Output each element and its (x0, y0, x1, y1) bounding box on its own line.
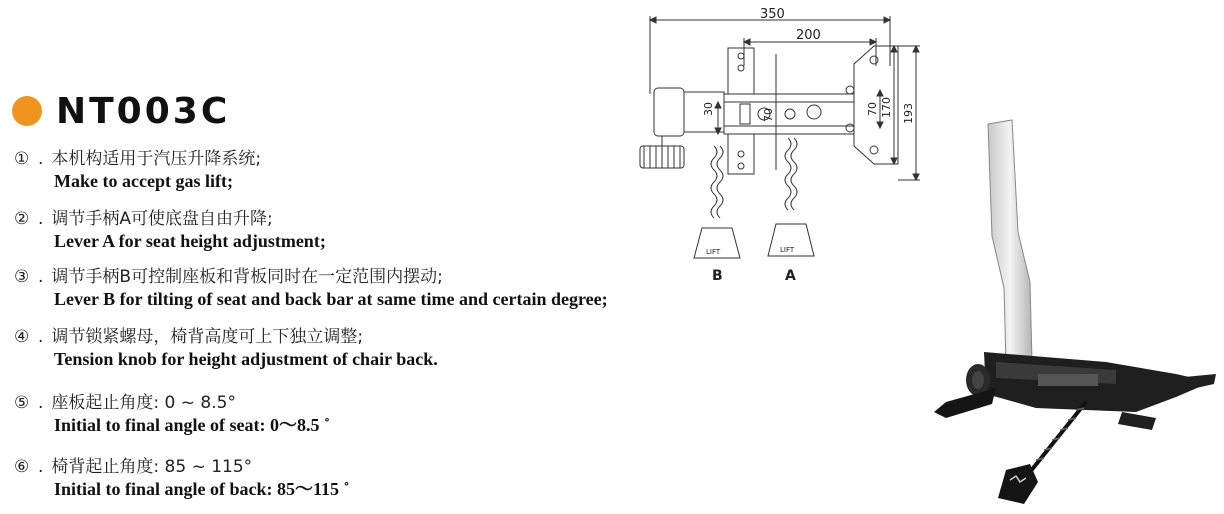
dim-193-label: 193 (902, 103, 915, 124)
dim-70-right-label: 70 (866, 102, 879, 116)
paddle-b-text: LIFT (706, 248, 721, 256)
spec-cn-text: 本机构适用于汽压升降系统; (51, 149, 262, 169)
spec-cn-text: 调节手柄B可控制座板和背板同时在一定范围内摆动; (51, 267, 443, 287)
spec-item-6: ⑥ . 椅背起止角度: 85 ~ 115° Initial to final angle of back: 85～115 ˚ (14, 457, 350, 499)
lever-b-label: B (712, 268, 723, 284)
spec-cn-text: 调节锁紧螺母，椅背高度可上下独立调整; (51, 327, 364, 347)
spec-item-3: ③ . 调节手柄B可控制座板和背板同时在一定范围内摆动; Lever B for tilting of seat and back bar at same time and certain degree; (14, 267, 608, 309)
dim-170-label: 170 (880, 97, 893, 118)
dim-70-left-label: 70 (762, 108, 775, 122)
spec-en-text: Initial to final angle of seat: 0～8.5 ˚ (54, 415, 330, 435)
product-title: NT003C (56, 90, 231, 132)
spec-cn-text: 座板起止角度: 0 ~ 8.5° (51, 393, 236, 413)
orange-bullet-icon (12, 96, 42, 126)
dim-350-label: 350 (760, 7, 785, 22)
spec-en-text: Make to accept gas lift; (54, 171, 233, 191)
spec-en-text: Tension knob for height adjustment of chair back. (54, 349, 438, 369)
paddle-a-text: LIFT (780, 246, 795, 254)
lever-a-label: A (785, 268, 796, 284)
mechanism-product-photo (926, 112, 1216, 510)
spec-item-5: ⑤ . 座板起止角度: 0 ~ 8.5° Initial to final angle of seat: 0～8.5 ˚ (14, 393, 330, 435)
spec-en-text: Lever A for seat height adjustment; (54, 231, 326, 251)
spec-number: ⑤ (14, 393, 30, 413)
spec-cn-text: 调节手柄A可使底盘自由升降; (51, 209, 273, 229)
spec-number: ④ (14, 327, 30, 347)
dim-30-label: 30 (702, 102, 715, 116)
spec-item-2: ② . 调节手柄A可使底盘自由升降; Lever A for seat height adjustment; (14, 209, 326, 251)
spec-en-text: Initial to final angle of back: 85～115 ˚ (54, 479, 350, 499)
spec-number: ③ (14, 267, 30, 287)
spec-en-text: Lever B for tilting of seat and back bar at same time and certain degree; (54, 289, 608, 309)
spec-number: ⑥ (14, 457, 30, 477)
spec-number: ① (14, 149, 30, 169)
mechanism-technical-drawing (636, 6, 936, 286)
spec-number: ② (14, 209, 30, 229)
spec-cn-text: 椅背起止角度: 85 ~ 115° (51, 457, 253, 477)
title-row (12, 88, 230, 134)
dim-200-label: 200 (796, 28, 821, 43)
spec-item-1: ① . 本机构适用于汽压升降系统; Make to accept gas lift; (14, 149, 262, 191)
spec-item-4: ④ . 调节锁紧螺母，椅背高度可上下独立调整; Tension knob for height adjustment of chair back. (14, 327, 438, 369)
